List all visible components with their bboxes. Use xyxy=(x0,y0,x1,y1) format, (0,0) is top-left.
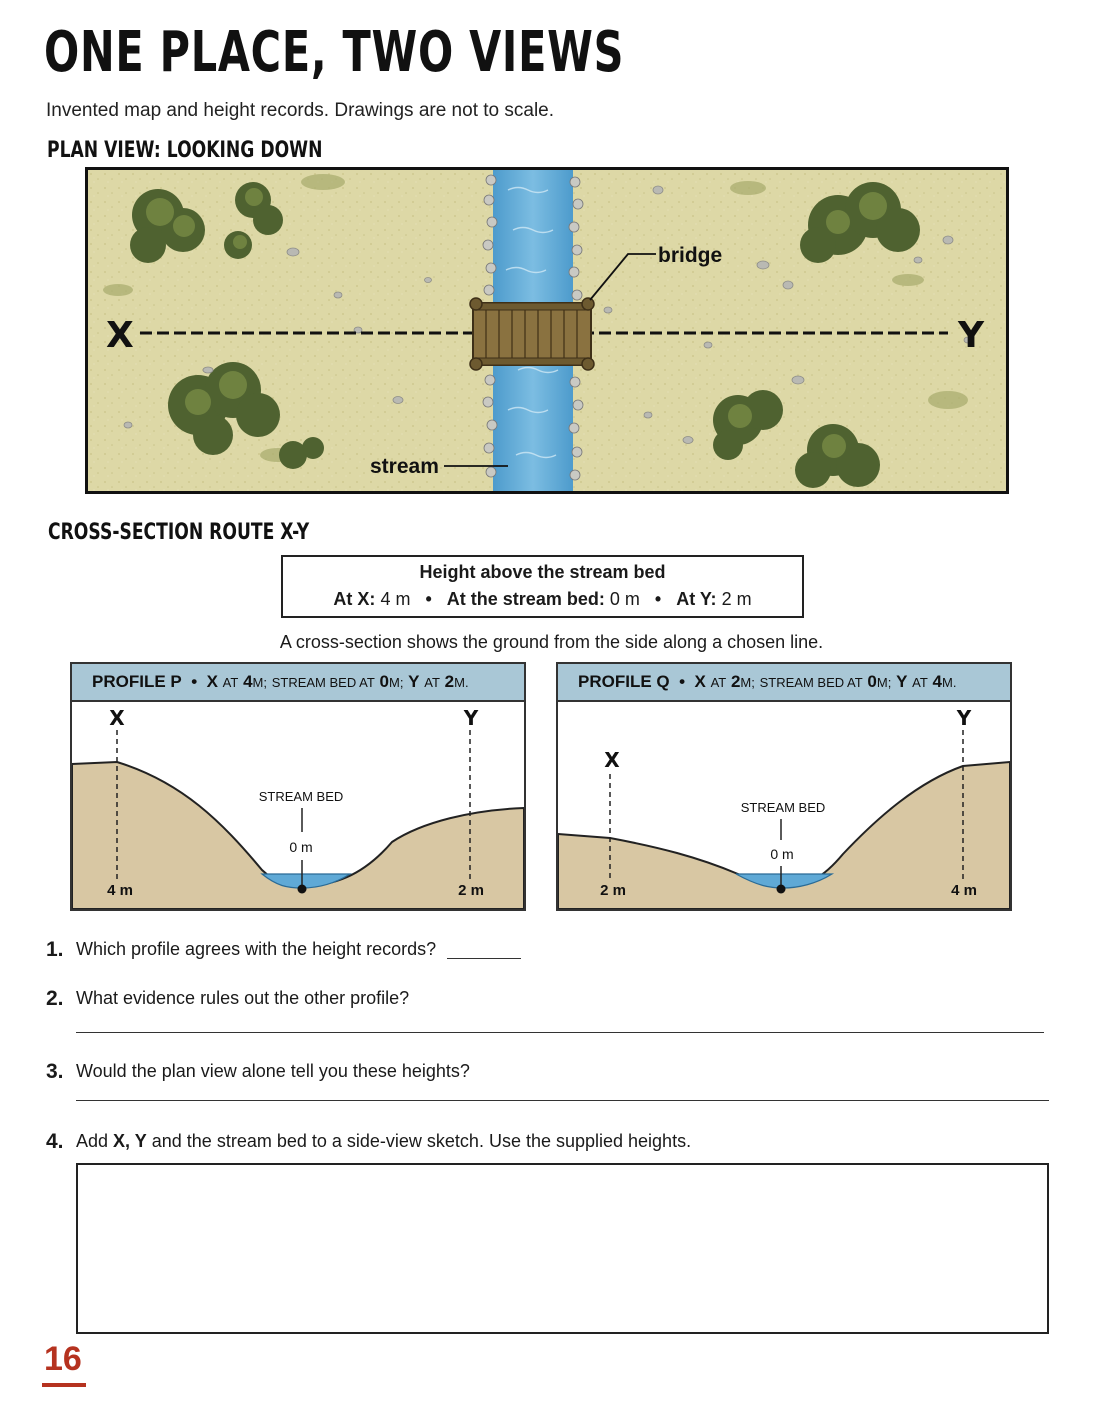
profile-name: PROFILE P xyxy=(92,672,182,691)
answer-line-3[interactable] xyxy=(76,1100,1049,1101)
height-records-box xyxy=(281,555,804,618)
question-text-bold: X, Y xyxy=(113,1131,147,1151)
profile-name: PROFILE Q xyxy=(578,672,670,691)
profile-p-header xyxy=(72,664,524,702)
profile-p-panel xyxy=(70,662,526,911)
profile-q-diagram xyxy=(558,702,1010,909)
x-letter: X xyxy=(206,672,218,691)
height-records-row xyxy=(283,589,802,610)
page-subtitle: Invented map and height records. Drawings are not to scale. xyxy=(46,100,555,121)
bed-text: STREAM BED AT xyxy=(759,675,863,690)
y-height-label: 2 m xyxy=(458,882,484,899)
cross-section-caption: A cross-section shows the ground from the side along a chosen line. xyxy=(279,632,824,652)
question-1 xyxy=(46,938,1046,964)
bridge xyxy=(470,298,594,370)
page-number-underline xyxy=(42,1383,86,1387)
bed-height-label: 0 m xyxy=(770,846,794,862)
answer-line-1[interactable] xyxy=(447,958,521,959)
profile-label-y: Y xyxy=(956,706,972,730)
x-text: AT xyxy=(710,675,727,690)
page-title: ONE PLACE, TWO VIEWS xyxy=(44,20,625,85)
bed-value: 0 xyxy=(867,672,877,691)
question-3 xyxy=(46,1060,1046,1086)
profile-label-x: X xyxy=(604,748,620,772)
question-number: 2. xyxy=(46,987,64,1010)
bullet: • xyxy=(654,589,662,609)
profile-q-header xyxy=(558,664,1010,702)
question-text: Would the plan view alone tell you these heights? xyxy=(76,1061,470,1081)
x-value: 2 xyxy=(730,672,741,691)
at-x-value: 4 m xyxy=(380,589,411,609)
at-bed-value: 0 m xyxy=(609,589,640,609)
plan-view-heading: PLAN VIEW: LOOKING DOWN xyxy=(47,138,323,163)
profile-label-y: Y xyxy=(463,706,479,730)
at-y-label: At Y: xyxy=(676,589,717,609)
plan-view-illustration xyxy=(88,170,1006,491)
y-letter: Y xyxy=(408,672,420,691)
profile-p-diagram xyxy=(72,702,524,909)
question-text-part: and the stream bed to a side-view sketch. Use the supplied heights. xyxy=(151,1131,692,1151)
x-letter: X xyxy=(694,672,706,691)
y-value: 2 xyxy=(444,672,455,691)
bed-text: STREAM BED AT xyxy=(271,675,375,690)
stream-label: stream xyxy=(370,455,439,478)
question-text-part: Add xyxy=(76,1131,109,1151)
x-height-label: 4 m xyxy=(107,882,133,899)
y-letter: Y xyxy=(896,672,908,691)
sketch-answer-box[interactable] xyxy=(76,1163,1049,1334)
y-text: AT xyxy=(912,675,928,690)
question-number: 4. xyxy=(46,1130,64,1153)
bullet: • xyxy=(679,672,686,691)
x-unit: M; xyxy=(740,675,755,690)
question-number: 1. xyxy=(46,938,64,961)
at-x-label: At X: xyxy=(333,589,376,609)
x-text: AT xyxy=(222,675,239,690)
plan-label-x: X xyxy=(106,315,134,356)
y-text: AT xyxy=(424,675,440,690)
x-unit: M; xyxy=(252,675,267,690)
plan-view-map xyxy=(85,167,1009,494)
bullet: • xyxy=(425,589,432,609)
bed-unit: M; xyxy=(388,675,404,690)
bullet: • xyxy=(191,672,198,691)
question-text: Which profile agrees with the height records? xyxy=(76,939,437,959)
bed-point xyxy=(777,885,786,894)
bed-height-label: 0 m xyxy=(289,839,313,855)
plan-label-y: Y xyxy=(958,315,985,356)
question-text xyxy=(76,1131,691,1152)
bridge-label: bridge xyxy=(658,244,723,267)
profile-q-panel xyxy=(556,662,1012,911)
question-number: 3. xyxy=(46,1060,64,1083)
stream-bed-label: STREAM BED xyxy=(740,800,826,815)
height-records-title: Height above the stream bed xyxy=(419,562,666,582)
y-unit: M. xyxy=(942,675,957,690)
at-y-value: 2 m xyxy=(721,589,752,609)
bed-point xyxy=(298,885,307,894)
bed-value: 0 xyxy=(379,672,389,691)
answer-line-2[interactable] xyxy=(76,1032,1044,1033)
question-2 xyxy=(46,987,1046,1013)
at-bed-label: At the stream bed: xyxy=(446,589,605,609)
stream-bed-label: STREAM BED xyxy=(258,789,344,804)
x-height-label: 2 m xyxy=(600,882,626,899)
page-number: 16 xyxy=(44,1340,82,1378)
y-height-label: 4 m xyxy=(951,882,977,899)
x-value: 4 xyxy=(243,672,253,691)
profile-label-x: X xyxy=(109,706,125,730)
question-text: What evidence rules out the other profile? xyxy=(76,988,410,1008)
bed-unit: M; xyxy=(876,675,892,690)
question-4 xyxy=(46,1130,1046,1156)
y-value: 4 xyxy=(932,672,942,691)
y-unit: M. xyxy=(454,675,469,690)
cross-section-heading: CROSS-SECTION ROUTE X-Y xyxy=(48,520,310,545)
